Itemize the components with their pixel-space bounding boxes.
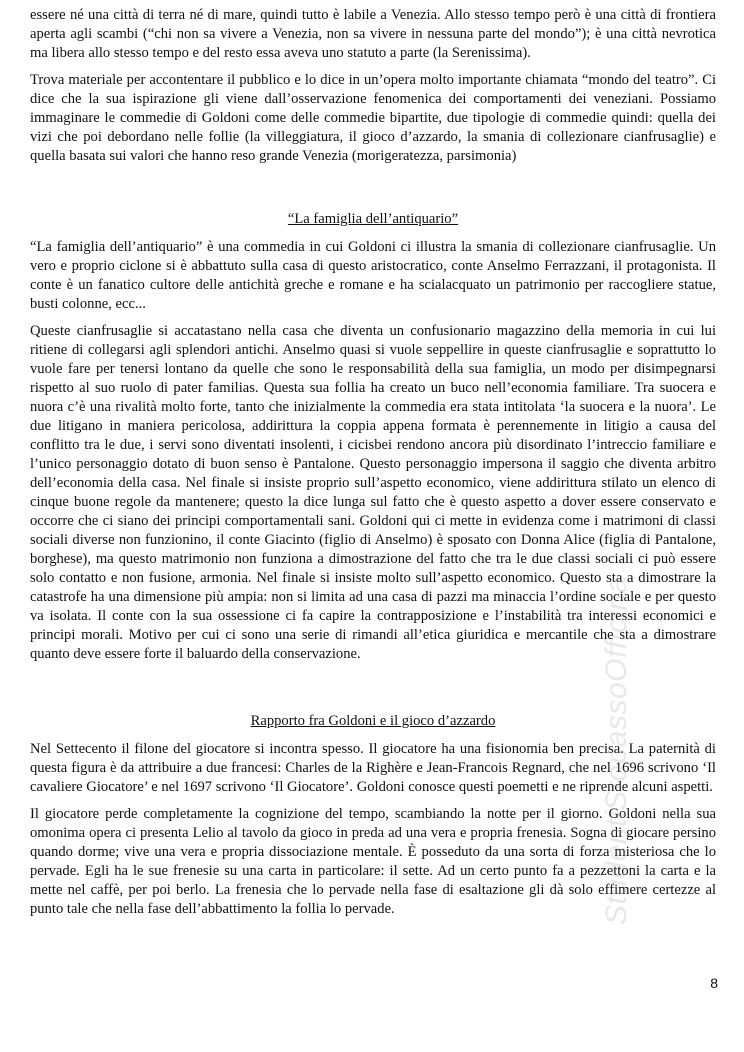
watermark: StudentiStopassoOfficina — [600, 576, 633, 925]
intro-paragraph-1: essere né una città di terra né di mare, quindi tutto è labile a Venezia. Allo stesso tempo però è una città di frontiera aperta agli scambi (“chi non sa vivere a Venezia, non sa vivere in nessuna parte del mondo”); è una città nevrotica ma libera allo stesso tempo e del resto essa aveva uno statuto a parte (la Serenissima). — [30, 7, 716, 61]
gioco-paragraph-1: Nel Settecento il filone del giocatore si incontra spesso. Il giocatore ha una fisionomia ben precisa. La paternità di questa figura è da attribuire a due francesi: Charles de la Righère e Jean-Francois Regnard, che nel 1696 scrivono ‘Il cavaliere Giocatore’ e nel 1697 scrivono ‘Il Giocatore’. Goldoni conosce questi poemetti e ne riprende alcuni aspetti. — [30, 741, 716, 795]
page-number: 8 — [710, 975, 718, 991]
section-heading-gioco-azzardo: Rapporto fra Goldoni e il gioco d’azzardo — [250, 713, 496, 729]
gioco-paragraph-2: Il giocatore perde completamente la cognizione del tempo, scambiando la notte per il giorno. Goldoni nella sua omonima opera ci presenta Lelio al tavolo da gioco in preda ad una vera e propria frenesia. Sogna di giocare persino quando dorme; vive una vera e propria dissociazione mentale. È posseduto da una sorta di forza misteriosa che lo pervade. Egli ha le sue frenesie su una carta in particolare: il sette. Ad un certo punto fa a pezzettoni la carta e la mette nel caffè, per poi berlo. La frenesia che lo pervade nella fase di esaltazione gli dà solo effimere certezze al punto tale che nella fase dell’abbattimento la follia lo pervade. — [30, 806, 716, 917]
antiquario-paragraph-2: Queste cianfrusaglie si accatastano nella casa che diventa un confusionario magazzino della memoria in cui lui ritiene di collegarsi agli splendori antichi. Anselmo quasi si vuole seppellire in queste cianfrusaglie e soprattutto lo vuole fare per tenersi lontano da quelle che sono le responsabilità della sua famiglia, un modo per disimpegnarsi rispetto al suo ruolo di pater familias. Questa sua follia ha creato un buco nell’economia familiare. Tra suocera e nuora c’è una rivalità molto forte, tanto che inizialmente la commedia era stata intitolata ‘la suocera e la nuora’. Le due litigano in maniera pericolosa, addirittura la coppia appena formata è perennemente in litigio a causa del conflitto tra le due, i servi sono diventati insolenti, i cicisbei rendono ancora più disordinato l’intreccio familiare e l’unico personaggio dotato di buon senso è Pantalone. Questo personaggio impersona il saggio che diventa arbitro dell’economia della casa. Nel finale si insiste proprio sull’aspetto economico, viene addirittura stilato un elenco di cinque buone regole da mantenere; questo la dice lunga sul fatto che è questo aspetto a dover essere conservato e occorre che ci siano dei principi comportamentali sani. Goldoni qui ci mette in evidenza come i matrimoni di classi sociali diverse non funzionino, il conte Giacinto (figlio di Anselmo) è sposato con Donna Alice (figlia di Pantalone, borghese), ma questo matrimonio non funziona a dimostrazione del fatto che tra le due classi sociali ci può essere solo contatto e non fusione, armonia. Nel finale si insiste molto sull’aspetto economico. Questo sta a dimostrare la catastrofe ha una dimensione più ampia: non si limita ad una casa di pazzi ma minaccia l’ordine sociale e per questo va isolata. Il conte con la sua ossessione ci fa capire la contrapposizione e l’instabilità tra interessi economici e principi morali. Motivo per cui ci sono una serie di rimandi all’etica giuridica e mercantile che sta a dimostrare quanto deve essere forte il baluardo della conservazione. — [30, 323, 716, 662]
antiquario-paragraph-1: “La famiglia dell’antiquario” è una commedia in cui Goldoni ci illustra la smania di collezionare cianfrusaglie. Un vero e proprio ciclone si è abbattuto sulla casa di questo aristocratico, conte Anselmo Ferrazzani, il protagonista. Il conte è un fanatico cultore delle antichità greche e romane e ha scialacquato un patrimonio per raccogliere statue, busti colonne, ecc... — [30, 239, 716, 312]
section-spacer — [30, 174, 716, 210]
intro-paragraph-2: Trova materiale per accontentare il pubblico e lo dice in un’opera molto importante chiamata “mondo del teatro”. Ci dice che la sua ispirazione gli viene dall’osservazione fenomenica dei comportamenti dei veneziani. Possiamo immaginare le commedie di Goldoni come delle commedie bipartite, due tipologie di commedie quindi: quella dei vizi che poi debordano nelle follie (la villeggiatura, il gioco d’azzardo, la smania di collezionare cianfrusaglie) e quella basata sui valori che hanno reso grande Venezia (morigeratezza, parsimonia) — [30, 72, 716, 164]
section-heading-antiquario: “La famiglia dell’antiquario” — [287, 211, 459, 227]
